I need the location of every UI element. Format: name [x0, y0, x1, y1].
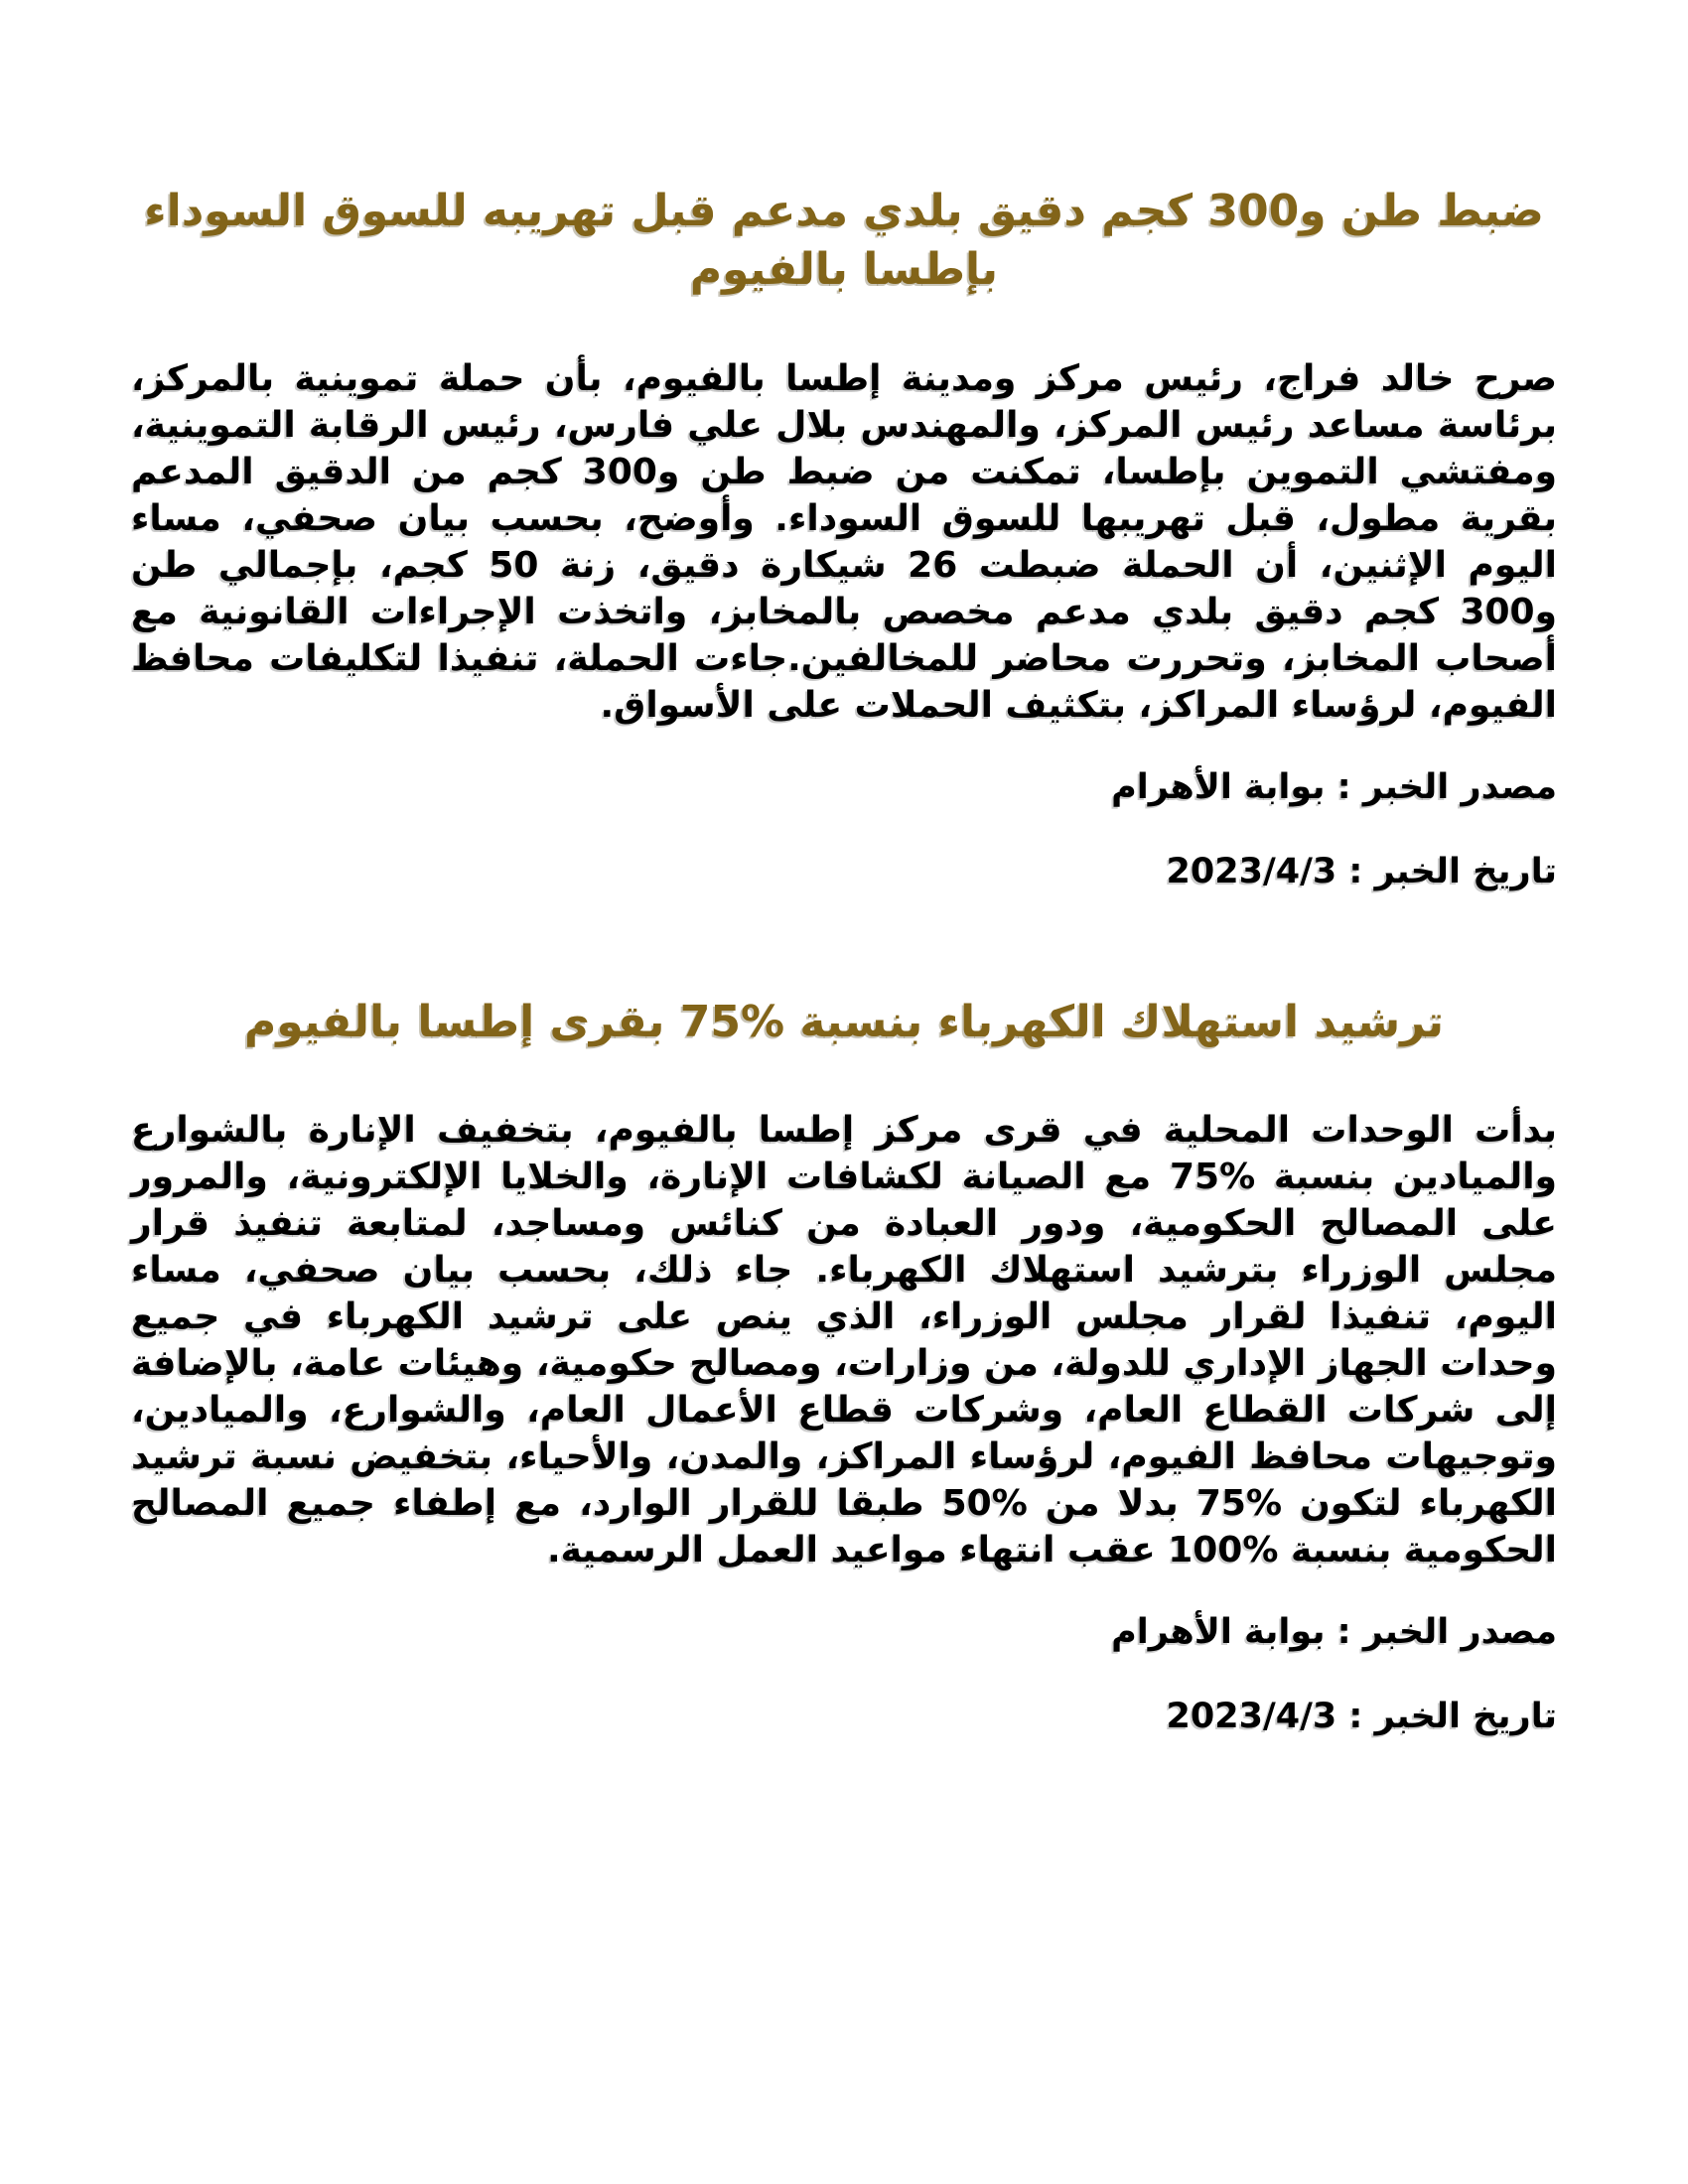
news-article-1 [131, 182, 1557, 895]
article-title: ترشيد استهلاك الكهرباء بنسبة %75 بقرى إطسا بالفيوم [244, 996, 1444, 1047]
article-body: بدأت الوحدات المحلية في قرى مركز إطسا بالفيوم، بتخفيف الإنارة بالشوارع والميادين بنسبة %75 مع الصيانة لكشافات الإنارة، والخلايا الإلكترونية، والمرور على المصالح الحكومية، ودور العبادة من كنائس ومساجد، لمتابعة تنفيذ قرار مجلس الوزراء بترشيد استهلاك الكهرباء. جاء ذلك، بحسب بيان صحفي، مساء اليوم، تنفيذا لقرار مجلس الوزراء، الذي ينص على ترشيد الكهرباء في جميع وحدات الجهاز الإداري للدولة، من وزارات، ومصالح حكومية، وهيئات عامة، بالإضافة إلى شركات القطاع العام، وشركات قطاع الأعمال العام، والشوارع، والميادين، وتوجيهات محافظ الفيوم، لرؤساء المراكز، والمدن، والأحياء، بتخفيض نسبة ترشيد الكهرباء لتكون %75 بدلا من %50 طبقا للقرار الوارد، مع إطفاء جميع المصالح الحكومية بنسبة %100 عقب انتهاء مواعيد العمل الرسمية. [131, 1110, 1558, 1571]
news-source: مصدر الخبر : بوابة الأهرام [1111, 1612, 1557, 1653]
article-title: ضبط طن و300 كجم دقيق بلدي مدعم قبل تهريبه للسوق السوداء بإطسا بالفيوم [144, 186, 1544, 296]
article-body: صرح خالد فراج، رئيس مركز ومدينة إطسا بالفيوم، بأن حملة تموينية بالمركز، برئاسة مساعد رئيس المركز، والمهندس بلال علي فارس، رئيس الرقابة التموينية، ومفتشي التموين بإطسا، تمكنت من ضبط طن و300 كجم من الدقيق المدعم بقرية مطول، قبل تهريبها للسوق السوداء. وأوضح، بحسب بيان صحفي، مساء اليوم الإثنين، أن الحملة ضبطت 26 شيكارة دقيق، زنة 50 كجم، بإجمالي طن و300 كجم دقيق بلدي مدعم مخصص بالمخابز، واتخذت الإجراءات القانونية مع أصحاب المخابز، وتحررت محاضر للمخالفين.جاءت الحملة، تنفيذا لتكليفات محافظ الفيوم، لرؤساء المراكز، بتكثيف الحملات على الأسواق. [131, 357, 1558, 726]
news-date: تاريخ الخبر : 2023/4/3 [1166, 1697, 1557, 1737]
news-source: مصدر الخبر : بوابة الأهرام [1111, 766, 1557, 807]
news-date: تاريخ الخبر : 2023/4/3 [1166, 851, 1557, 891]
news-article-2 [131, 993, 1557, 1740]
